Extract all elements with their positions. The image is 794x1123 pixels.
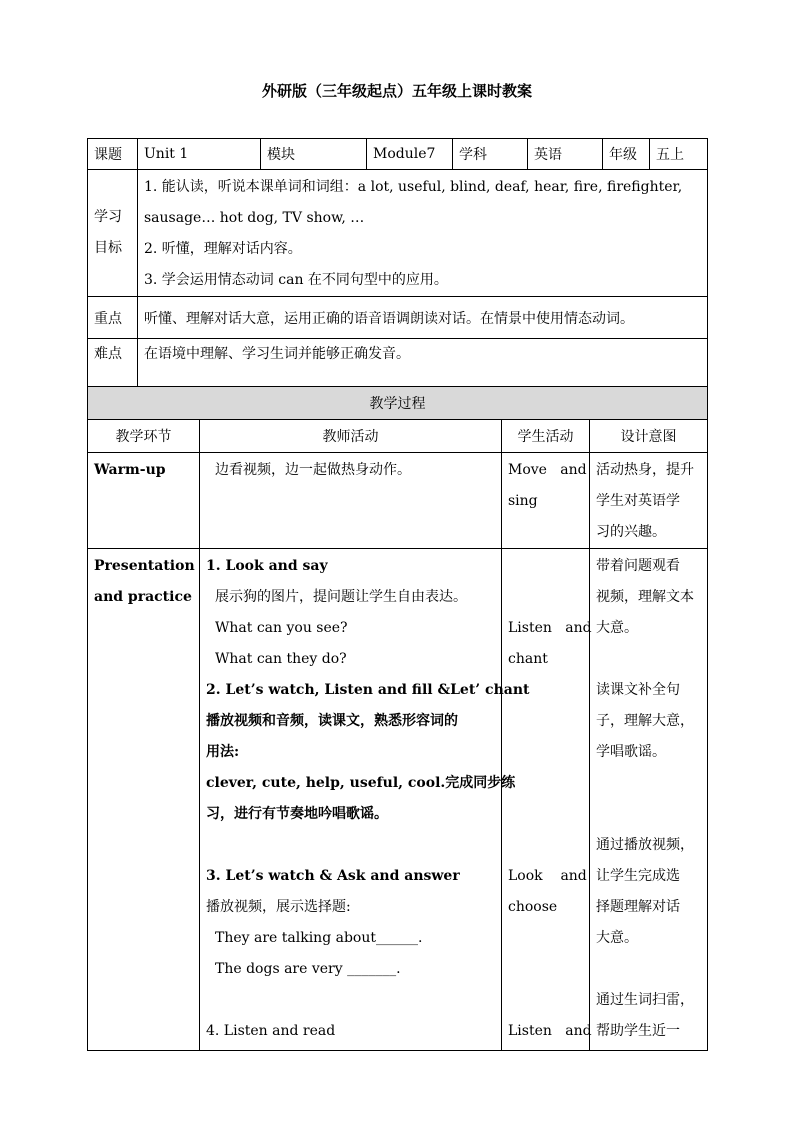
teaching-process-table [87, 386, 708, 1051]
grade-label: 年级 [603, 139, 650, 170]
key-text: 听懂、理解对话大意，运用正确的语音语调朗读对话。在情景中使用情态动词。 [138, 297, 708, 339]
table-row [88, 549, 708, 1051]
grade-value: 五上 [650, 139, 708, 170]
col-teacher: 教师活动 [200, 420, 502, 453]
stage-warmup: Warm-up [88, 453, 200, 549]
col-intent: 设计意图 [590, 420, 708, 453]
subject-value: 英语 [528, 139, 603, 170]
topic-label: 课题 [88, 139, 138, 170]
col-student: 学生活动 [502, 420, 590, 453]
difficulty-text: 在语境中理解、学习生词并能够正确发音。 [138, 339, 708, 388]
key-label: 重点 [88, 297, 138, 339]
stage-presentation: Presentation and practice [88, 549, 200, 1051]
difficulty-label: 难点 [88, 339, 138, 388]
module-label: 模块 [261, 139, 367, 170]
intent-presentation: 带着问题观看 视频，理解文本 大意。 读课文补全句 子，理解大意， 学唱歌谣。 通过播放视频， 让学生完成选 择题理解对话 大意。 通过生词扫雷， 帮助学生近一 [590, 549, 708, 1051]
process-header: 教学过程 [88, 387, 708, 420]
teacher-warmup: 边看视频，边一起做热身动作。 [200, 453, 502, 549]
intent-warmup: 活动热身，提升 学生对英语学 习的兴趣。 [590, 453, 708, 549]
page-title: 外研版（三年级起点）五年级上课时教案 [261, 82, 532, 100]
topic-value: Unit 1 [138, 139, 261, 170]
subject-label: 学科 [453, 139, 528, 170]
goals-text: 1. 能认读，听说本课单词和词组：a lot, useful, blind, deaf, hear, fire, firefighter, sausage… hot dog, TV show, … 2. 听懂，理解对话内容。 3. 学会运用情态动词 can 在不同句型中的应用。 [138, 170, 708, 297]
module-value: Module7 [367, 139, 453, 170]
student-warmup: Move and sing [502, 453, 590, 549]
lesson-info-table [87, 138, 708, 388]
student-presentation: Listen and chant Look and choose Listen and [502, 549, 590, 1051]
table-row [88, 453, 708, 549]
teacher-presentation: 1. Look and say 展示狗的图片，提问题让学生自由表达。 What can you see? What can they do? 2. Let’s watch, Listen and fill &Let’ chant 播放视频和音频，读课文，熟悉形容词的 用法: clever, cute, help, useful, cool.完成同步练 习，进行有节奏地吟唱歌谣。 3. Let’s watch & Ask and answer 播放视频，展示选择题: They are talking about______. The dogs are very _______. 4. Listen and read [200, 549, 502, 1051]
col-stage: 教学环节 [88, 420, 200, 453]
goals-label: 学习 目标 [88, 170, 138, 297]
